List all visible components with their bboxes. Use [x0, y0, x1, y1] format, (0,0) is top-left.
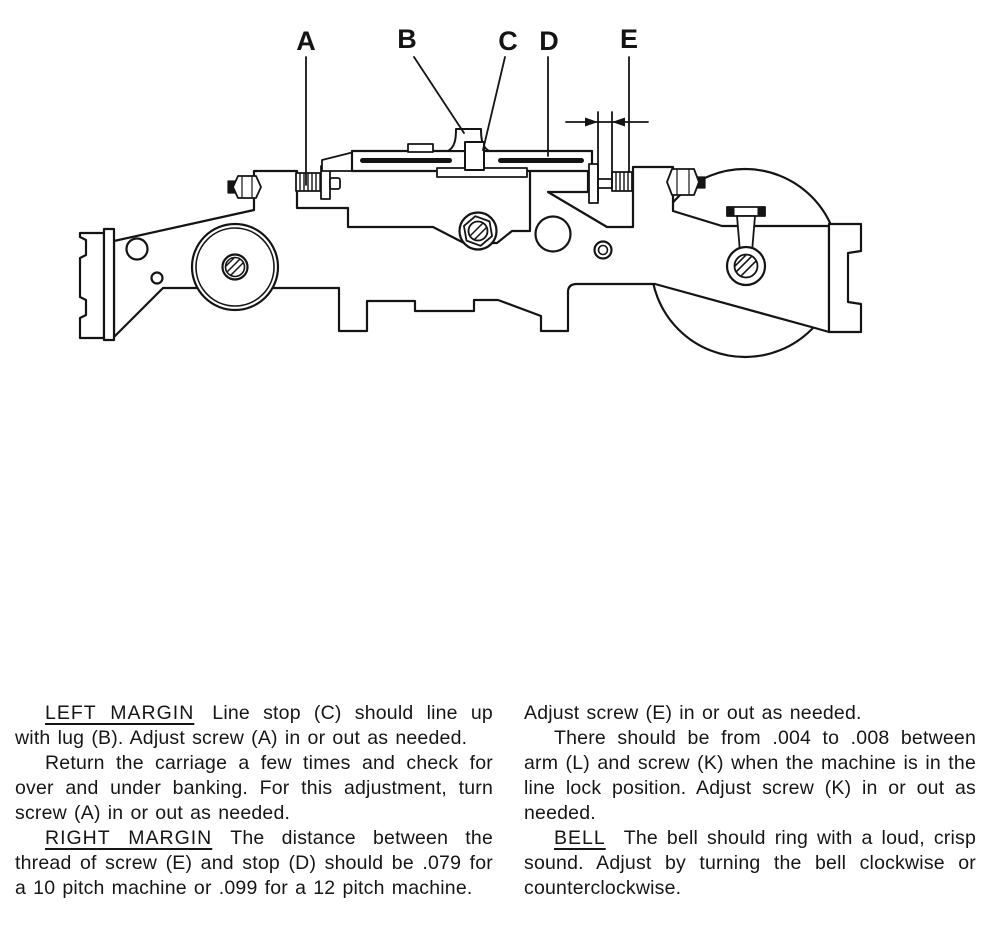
carriage-check-text: Return the carriage a few times and check for over and under banking. For this adjustment, turn screw (A) in or out as needed. [15, 752, 493, 824]
bell-text: The bell should ring with a loud, crisp sound. Adjust by turning the bell clockwise or counterclockwise. [524, 827, 976, 899]
instructions-right-column [524, 701, 976, 901]
frame-hole-small [152, 273, 163, 284]
bell-paragraph [524, 826, 976, 901]
left-end-plate [104, 229, 114, 340]
left-end-bracket [80, 233, 104, 338]
stop-D-flange [589, 164, 598, 203]
carriage-roller-wheel [192, 224, 278, 310]
left-margin-heading: LEFT MARGIN [45, 702, 195, 724]
left-margin-text: Line stop (C) should line up with lug (B). Adjust screw (A) in or out as needed. [15, 702, 493, 749]
callout-letter-D: D [539, 26, 559, 56]
right-margin-screw-E [612, 172, 632, 191]
line-lock-text: There should be from .004 to .008 between arm (L) and screw (K) when the machine is in the line lock position. Adjust screw (K) in or out as needed. [524, 727, 976, 824]
left-hex-bolt [228, 176, 261, 198]
callout-letter-B: B [397, 24, 417, 54]
carriage-check-paragraph [15, 751, 493, 826]
right-margin-heading: RIGHT MARGIN [45, 827, 213, 849]
bell-heading: BELL [554, 827, 606, 849]
adjust-screw-e-text: Adjust screw (E) in or out as needed. [524, 702, 862, 724]
rod-between-D-E [598, 179, 613, 188]
callout-letter-E: E [619, 24, 639, 54]
left-margin-paragraph [15, 701, 493, 751]
leader-C [483, 57, 505, 150]
center-hex-bolt [460, 213, 497, 250]
callout-letter-C: C [498, 26, 518, 56]
dimension-arrow-left [585, 118, 598, 127]
right-end-bracket [829, 224, 861, 332]
leader-B [414, 57, 464, 133]
dimension-arrow-right [612, 118, 625, 127]
frame-hole-large [127, 239, 148, 260]
line-stop-C [465, 142, 484, 170]
right-margin-text: The distance between the thread of screw (E) and stop (D) should be .079 for a 10 pitch machine or .099 for a 12 pitch machine. [15, 827, 493, 899]
small-ring-outer [595, 242, 612, 259]
adjust-screw-e-paragraph [524, 701, 976, 726]
callout-letter-A: A [296, 26, 316, 56]
right-margin-paragraph [15, 826, 493, 901]
line-lock-paragraph [524, 726, 976, 826]
rail-slot-left [360, 158, 452, 163]
instructions-left-column [15, 701, 493, 901]
rail-bump [408, 144, 433, 152]
frame-hole-center [536, 217, 571, 252]
rail-slot-right [498, 158, 584, 163]
